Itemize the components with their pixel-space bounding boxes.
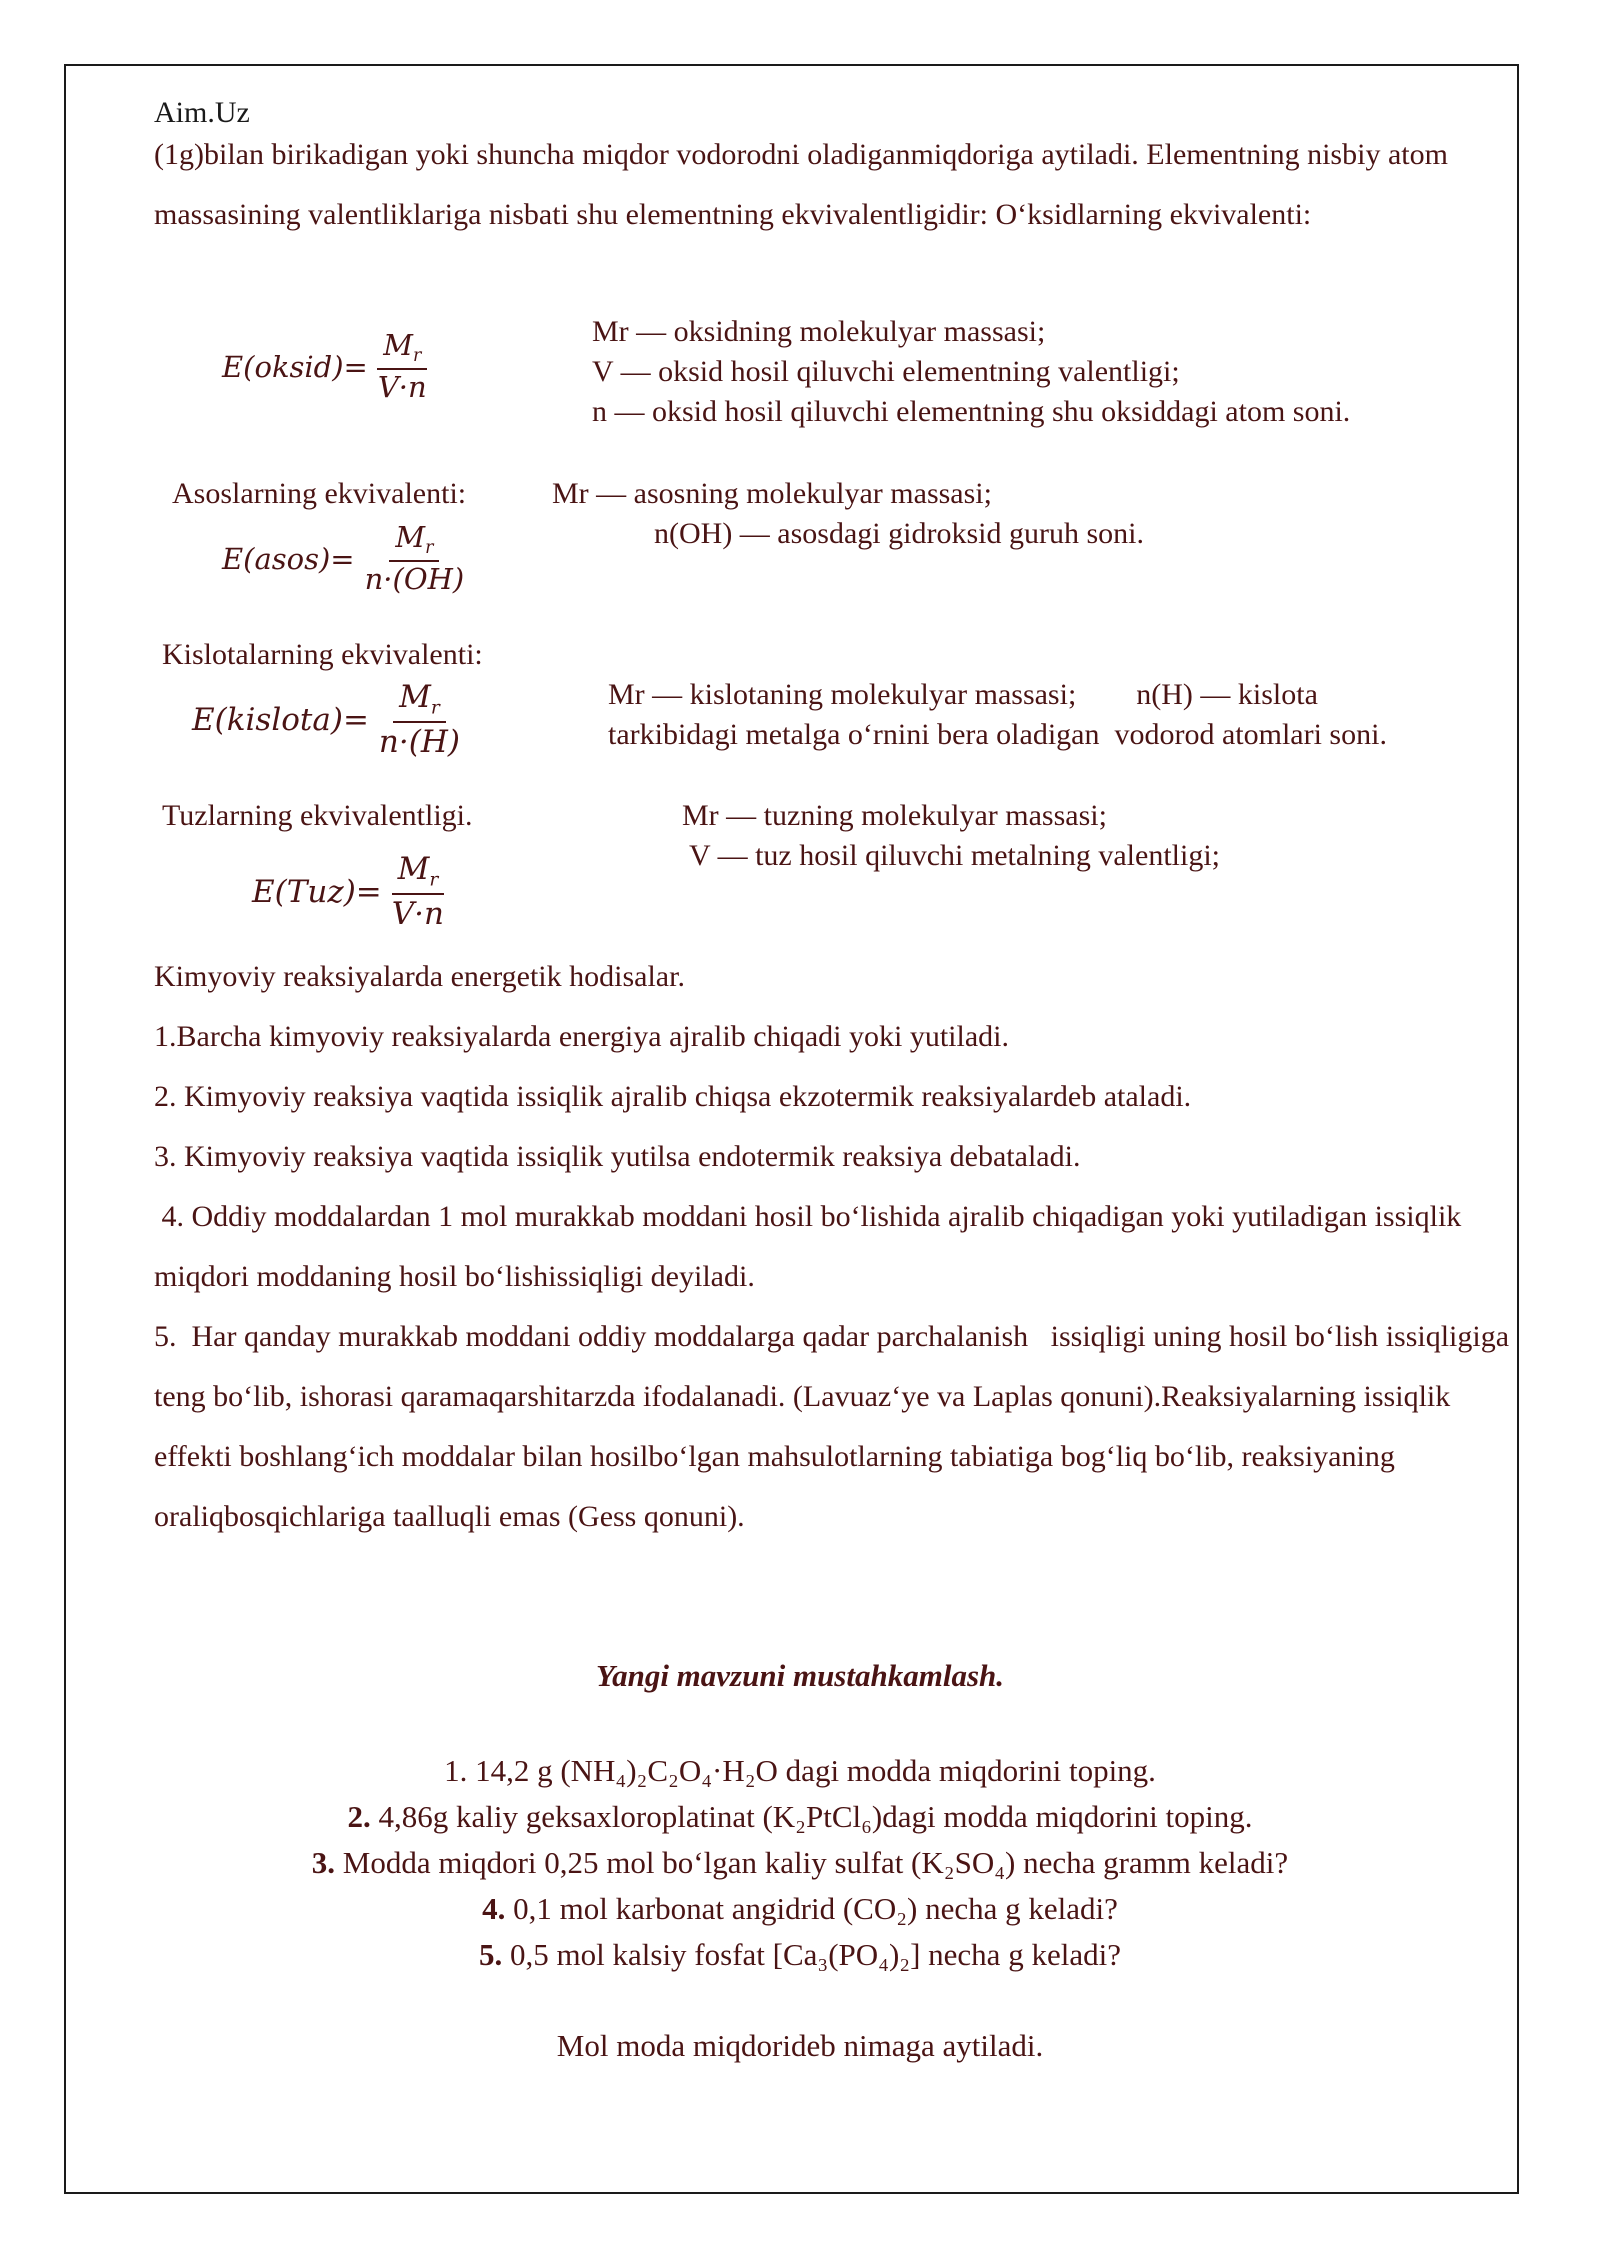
oxide-formula [222,330,433,404]
base-formula-lhs: E(asos)= [222,542,355,577]
salt-formula-lhs: E(Tuz)= [252,873,382,910]
acid-denominator: n·(H) [378,723,460,760]
salt-formula [252,852,450,931]
energy-point-3: 3. Kimyoviy reaksiya vaqtida issiqlik yutilsa endotermik reaksiya debataladi. [154,1140,1081,1173]
energy-point-1: 1.Barcha kimyoviy reaksiyalarda energiya ajralib chiqadi yoki yutiladi. [154,1020,1009,1053]
task-item [0,1748,1600,1794]
closing-line: Mol moda miqdorideb nimaga aytiladi. [556,2028,1044,2063]
task-text: Modda miqdori 0,25 mol bo‘lgan kaliy sulfat (K₂SO₄) necha gramm keladi? [342,1845,1289,1880]
salt-note-1: Mr — tuzning molekulyar massasi; [682,799,1107,832]
oxide-note-2: V — oksid hosil qiluvchi elementning valentligi; [592,355,1180,388]
task-text: 4,86g kaliy geksaxloroplatinat (K₂PtCl₆)dagi modda miqdorini toping. [378,1799,1253,1834]
base-note-1: Mr — asosning molekulyar massasi; [552,477,992,510]
task-item [0,1840,1600,1886]
energy-point-2: 2. Kimyoviy reaksiya vaqtida issiqlik ajralib chiqsa ekzotermik reaksiyalardeb ataladi. [154,1080,1192,1113]
acid-formula [192,680,466,759]
oxide-numerator-sub: r [412,346,422,367]
base-numerator: M [395,520,426,554]
task-text: 14,2 g (NH₄)₂C₂O₄·H₂O dagi modda miqdorini toping. [475,1753,1156,1788]
acid-note-1: Mr — kislotaning molekulyar massasi; n(H) — kislota [608,678,1318,711]
salt-numerator-sub: r [429,869,439,891]
section-heading: Yangi mavzuni mustahkamlash. [595,1658,1005,1693]
salt-note-2: V — tuz hosil qiluvchi metalning valentligi; [682,839,1221,872]
site-label: Aim.Uz [154,96,250,129]
task-item [0,1932,1600,1978]
intro-paragraph: (1g)bilan birikadigan yoki shuncha miqdor vodorodni oladiganmiqdoriga aytiladi. Elementning nisbiy atom massasining valentliklariga nisbati shu elementning ekvivalentligidir: O‘ksidlarning ekvivalenti: [154,138,1448,231]
base-numerator-sub: r [425,538,434,559]
salt-denominator: V·n [391,895,444,932]
oxide-formula-lhs: E(oksid)= [222,350,368,385]
task-number: 5. [479,1937,503,1972]
base-note-2: n(OH) — asosdagi gidroksid guruh soni. [654,517,1144,550]
task-number: 1. [444,1753,468,1788]
base-label: Asoslarning ekvivalenti: [172,477,467,510]
base-denominator: n·(OH) [364,562,465,597]
task-number: 3. [311,1845,336,1880]
task-text: 0,1 mol karbonat angidrid (CO₂) necha g keladi? [513,1891,1118,1926]
acid-label: Kislotalarning ekvivalenti: [162,638,483,671]
task-number: 2. [347,1799,371,1834]
oxide-fraction [372,330,433,404]
task-item [0,1794,1600,1840]
oxide-note-1: Mr — oksidning molekulyar massasi; [592,315,1046,348]
energy-point-4: 4. Oddiy moddalardan 1 mol murakkab moddani hosil bo‘lishida ajralib chiqadigan yoki yutiladigan issiqlik miqdori moddaning hosil bo‘lishissiqligi deyiladi. [154,1200,1469,1293]
energy-point-5: 5. Har qanday murakkab moddani oddiy moddalarga qadar parchalanish issiqligi uning hosil bo‘lish issiqligiga teng bo‘lib, ishorasi qaramaqarshitarzda ifodalanadi. (Lavuaz‘ye va Laplas qonuni).Reaksiyalarning issiqlik effekti boshlang‘ich moddalar bilan hosilbo‘lgan mahsulotlarning tabiatiga bog‘liq bo‘lib, reaksiyaning oraliqbosqichlariga taalluqli emas (Gess qonuni). [154,1320,1517,1533]
base-fraction [359,522,471,596]
salt-label: Tuzlarning ekvivalentligi. [162,799,473,832]
acid-numerator-sub: r [430,697,440,719]
oxide-note-3: n — oksid hosil qiluvchi elementning shu oksiddagi atom soni. [592,395,1351,428]
oxide-denominator: V·n [377,370,427,405]
task-number: 4. [482,1891,506,1926]
base-formula [222,522,470,596]
acid-numerator: M [399,679,431,715]
acid-formula-lhs: E(kislota)= [192,701,369,738]
task-text: 0,5 mol kalsiy fosfat [Ca₃(PO₄)₂] necha g keladi? [510,1937,1121,1972]
acid-note-2: tarkibidagi metalga o‘rnini bera oladigan vodorod atomlari soni. [608,718,1387,751]
salt-fraction [386,852,450,931]
oxide-numerator: M [383,328,413,362]
task-item [0,1886,1600,1932]
energy-title: Kimyoviy reaksiyalarda energetik hodisalar. [154,960,685,993]
salt-numerator: M [397,851,430,887]
acid-fraction [373,680,466,759]
